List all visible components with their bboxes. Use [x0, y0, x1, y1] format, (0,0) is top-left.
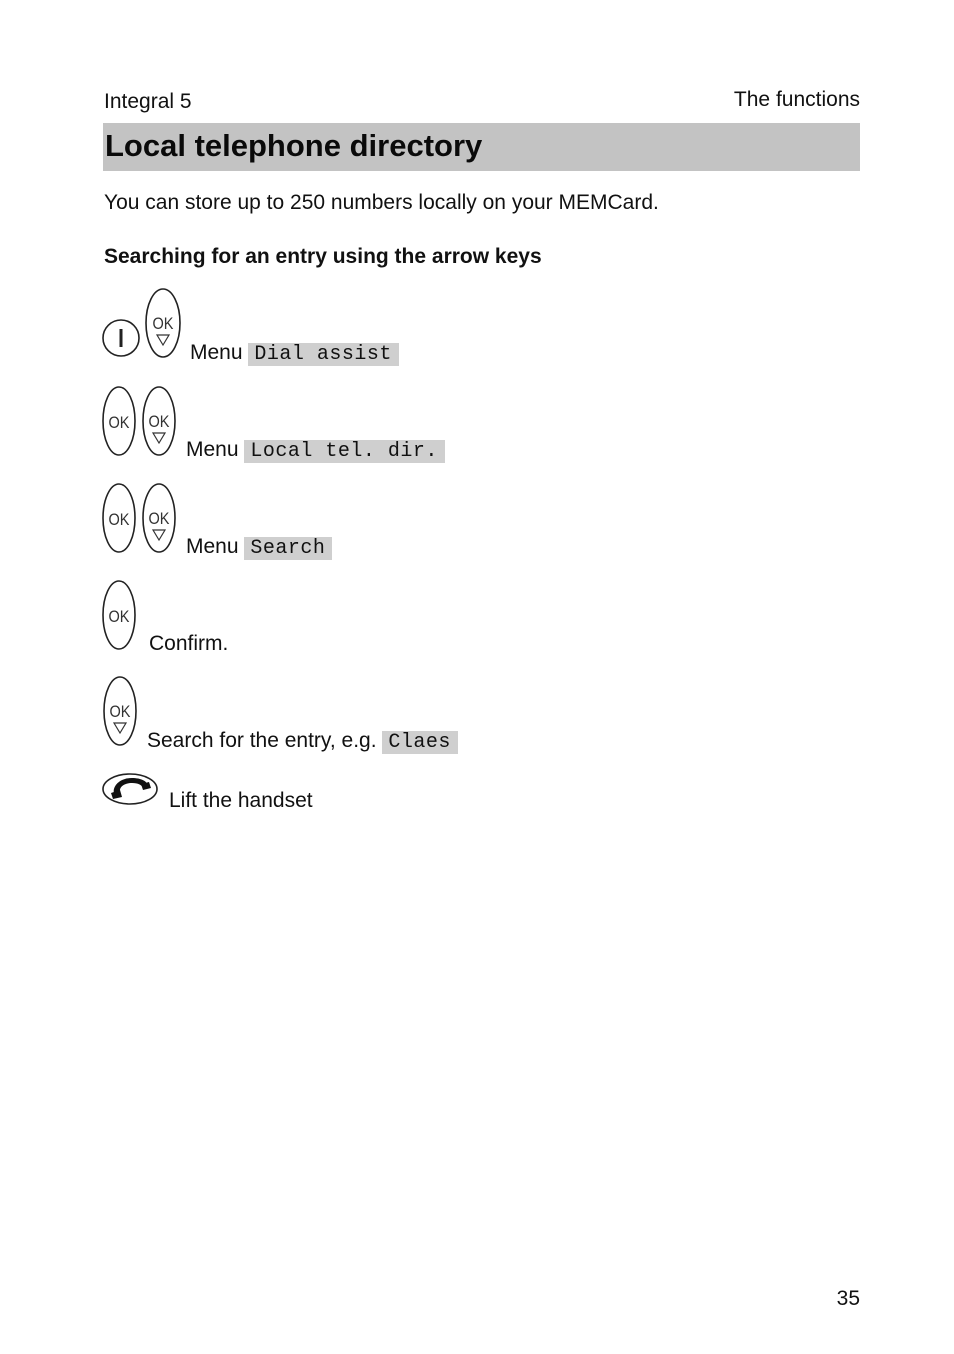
- display-text: Local tel. dir.: [244, 440, 445, 463]
- ok-key-label: OK: [148, 412, 171, 431]
- ok-down-key-icon: [146, 289, 180, 357]
- display-text: Dial assist: [248, 343, 399, 366]
- step-keys: [102, 288, 184, 360]
- ok-key-label: OK: [109, 702, 132, 721]
- ok-key-label: OK: [108, 607, 131, 626]
- ok-key-label: OK: [108, 510, 131, 529]
- power-key-icon: [103, 320, 139, 356]
- section-heading: Searching for an entry using the arrow keys: [104, 245, 542, 268]
- title-bar: [103, 123, 860, 171]
- header-section-name: The functions: [733, 88, 860, 111]
- ok-key-icon: [103, 387, 135, 455]
- step-keys: [102, 772, 160, 808]
- ok-key-label: OK: [152, 314, 175, 333]
- page-number: 35: [836, 1287, 860, 1310]
- ok-down-key-icon: [143, 387, 175, 455]
- step-keys: [102, 386, 182, 458]
- step-instruction: Menu: [186, 438, 239, 461]
- step-keys: [102, 580, 142, 652]
- header-product-name: Integral 5: [104, 90, 192, 113]
- step-instruction: Search for the entry, e.g.: [147, 729, 377, 752]
- display-text: Claes: [382, 731, 458, 754]
- ok-key-icon: [103, 484, 135, 552]
- step-keys: [102, 676, 142, 748]
- ok-key-label: OK: [148, 509, 171, 528]
- display-text: Search: [244, 537, 332, 560]
- ok-key-label: OK: [108, 413, 131, 432]
- ok-down-key-icon: [104, 677, 136, 745]
- step-keys: [102, 483, 182, 555]
- ok-key-icon: [103, 581, 135, 649]
- step-instruction: Lift the handset: [169, 789, 313, 812]
- ok-down-key-icon: [143, 484, 175, 552]
- step-instruction: Menu: [190, 341, 243, 364]
- step-instruction: Confirm.: [149, 632, 229, 655]
- step-instruction: Menu: [186, 535, 239, 558]
- handset-icon: [103, 774, 157, 804]
- page-title: Local telephone directory: [105, 128, 483, 163]
- intro-paragraph: You can store up to 250 numbers locally on your MEMCard.: [104, 191, 659, 214]
